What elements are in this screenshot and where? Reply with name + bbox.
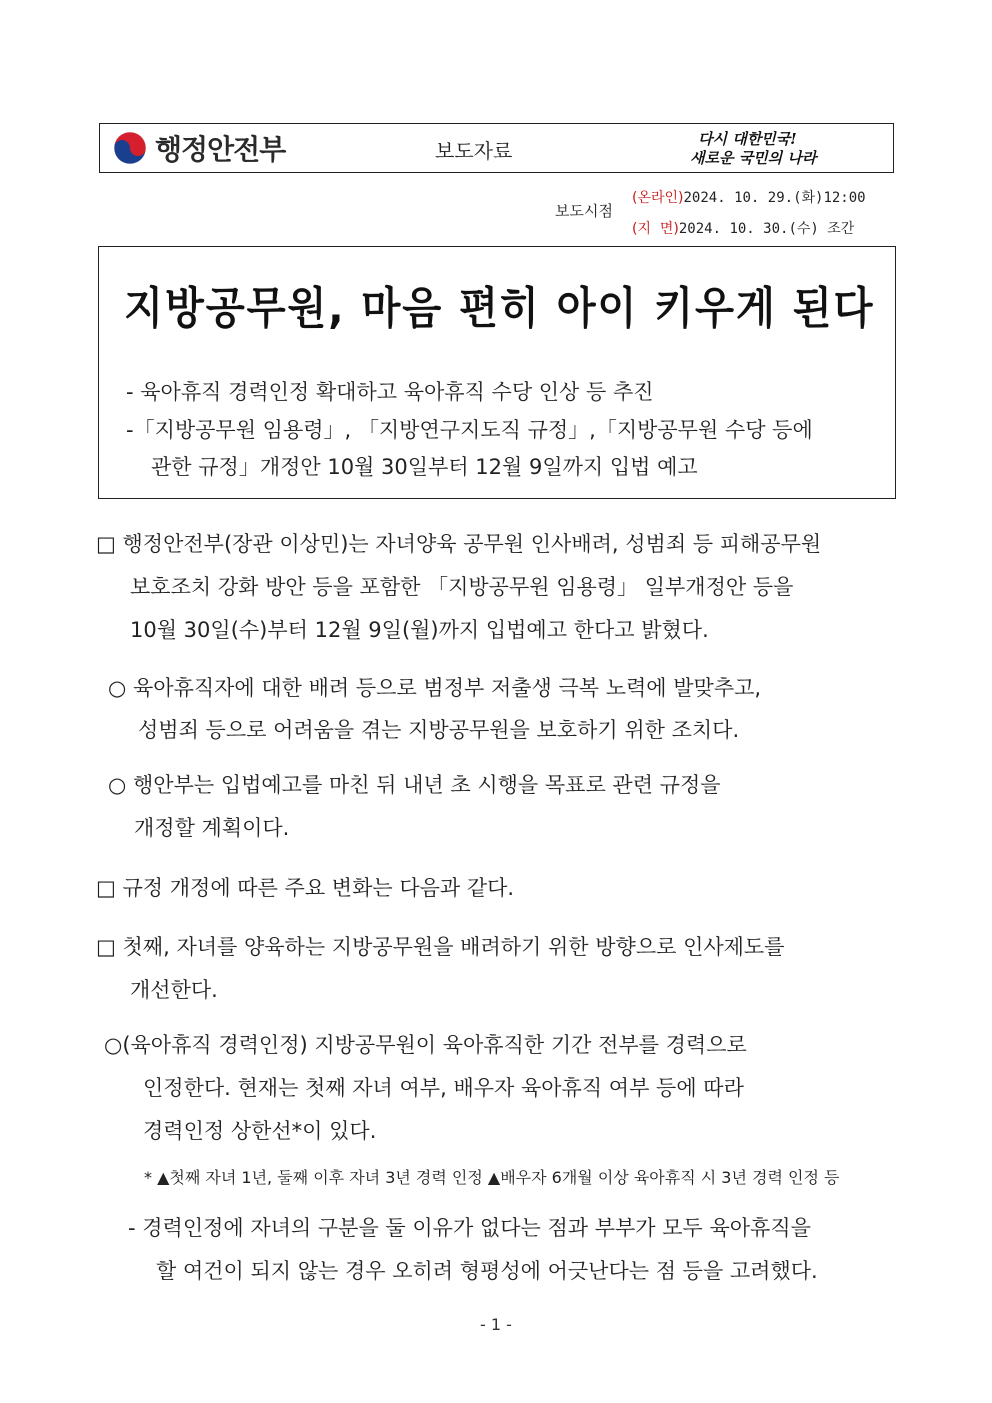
para-2-line-2: 성범죄 등으로 어려움을 겪는 지방공무원을 보호하기 위한 조치다.: [138, 718, 740, 742]
para-1-line-2: 보호조치 강화 방안 등을 포함한 「지방공무원 임용령」 일부개정안 등을: [130, 575, 794, 599]
release-label: 보도시점: [555, 202, 613, 220]
taegeuk-emblem-icon: [113, 131, 147, 165]
para-6-line-1: ○(육아휴직 경력인정) 지방공무원이 육아휴직한 기간 전부를 경력으로: [104, 1033, 747, 1057]
para-5-line-2: 개선한다.: [130, 978, 218, 1002]
release-print: [632, 218, 854, 238]
para-6-line-2: 인정한다. 현재는 첫째 자녀 여부, 배우자 육아휴직 여부 등에 따라: [143, 1076, 744, 1100]
online-time: 2024. 10. 29.(화)12:00: [683, 190, 866, 206]
para-7-line-1: - 경력인정에 자녀의 구분을 둘 이유가 없다는 점과 부부가 모두 육아휴직을: [128, 1216, 811, 1240]
para-7-line-2: 할 여건이 되지 않는 경우 오히려 형평성에 어긋난다는 점 등을 고려했다.: [156, 1259, 818, 1283]
para-1-line-3: 10월 30일(수)부터 12월 9일(월)까지 입법예고 한다고 밝혔다.: [130, 618, 709, 642]
slogan-line2: 새로운 국민의 나라: [690, 149, 817, 167]
ministry-logo: [113, 126, 285, 170]
release-online: [632, 187, 866, 207]
subtitle-2: -「지방공무원 임용령」, 「지방연구지도직 규정」,「지방공무원 수당 등에: [126, 418, 813, 442]
print-tag: (지 면): [632, 221, 679, 237]
slogan-calligraphy: [688, 127, 858, 169]
ministry-name: 행정안전부: [155, 133, 286, 166]
footnote: * ▲첫째 자녀 1년, 둘째 이후 자녀 3년 경력 인정 ▲배우자 6개월 이상 육아휴직 시 3년 경력 인정 등: [144, 1168, 840, 1187]
para-3-line-1: ○ 행안부는 입법예고를 마친 뒤 내년 초 시행을 목표로 관련 규정을: [108, 773, 721, 797]
para-6-line-3: 경력인정 상한선*이 있다.: [143, 1119, 377, 1143]
main-title: 지방공무원, 마음 편히 아이 키우게 된다: [124, 283, 875, 334]
para-5-line-1: □ 첫째, 자녀를 양육하는 지방공무원을 배려하기 위한 방향으로 인사제도를: [96, 935, 785, 959]
print-time: 2024. 10. 30.(수) 조간: [678, 221, 855, 237]
online-tag: (온라인): [632, 190, 684, 206]
para-1-line-1: □ 행정안전부(장관 이상민)는 자녀양육 공무원 인사배려, 성범죄 등 피해공무원: [96, 532, 822, 556]
para-4-line-1: □ 규정 개정에 따른 주요 변화는 다음과 같다.: [96, 876, 515, 900]
subtitle-3: 관한 규정」개정안 10월 30일부터 12월 9일까지 입법 예고: [151, 455, 698, 479]
doc-type-label: 보도자료: [435, 139, 513, 163]
para-2-line-1: ○ 육아휴직자에 대한 배려 등으로 범정부 저출생 극복 노력에 발맞추고,: [108, 676, 762, 700]
slogan-line1: 다시 대한민국!: [698, 130, 797, 148]
para-3-line-2: 개정할 계획이다.: [134, 816, 290, 840]
subtitle-1: - 육아휴직 경력인정 확대하고 육아휴직 수당 인상 등 추진: [126, 380, 654, 404]
page-number: - 1 -: [480, 1315, 512, 1334]
